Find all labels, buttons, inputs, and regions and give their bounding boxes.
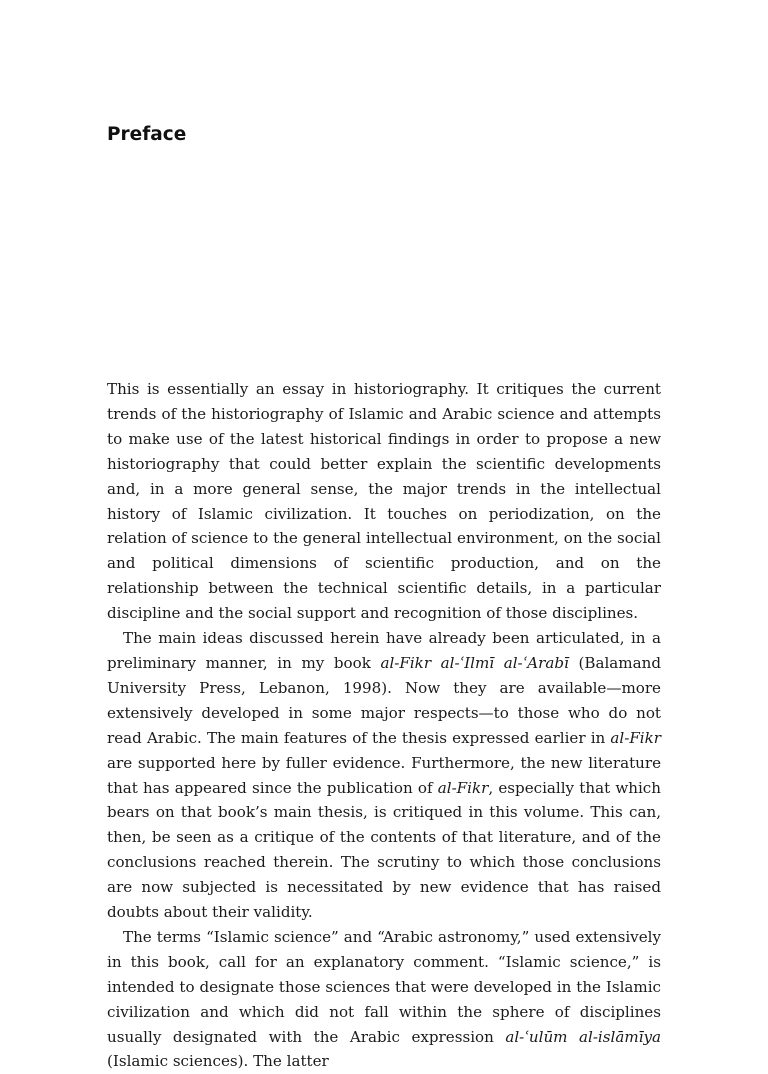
paragraph-text-run: This is essentially an essay in historiography. It critiques the current trends of the historiography of Islamic and Arabic science and attempts to make use of the latest historical findings in order to propose a new historiography that could better explain the scientific developments and, in a more general sense, the major trends in the intellectual history of Islamic civilization. It touches on periodization, on the relation of science to the general intellectual environment, on the social and political dimensions of scientific production, and on the relationship between the technical scientific details, in a particular discipline and the social support and recognition of those disciplines. [107, 380, 661, 623]
paragraph-text-run: (Islamic sciences). The latter [107, 1052, 329, 1071]
paragraph-text-run: The main ideas discussed herein have already been articulated, in a preliminary manner, in my book [107, 629, 661, 672]
paragraph-text-run: The terms “Islamic science” and “Arabic astronomy,” used extensively in this book, call for an explanatory comment. “Islamic science,” is intended to designate those sciences that were developed in the Islamic civilization and which did not fall within the sphere of disciplines usually designated with the Arabic expression [107, 927, 661, 1046]
paragraph-text-run: , especially that which bears on that book’s main thesis, is critiqued in this volume. This can, then, be seen as a critique of the contents of that literature, and of the conclusions reached therein. The scrutiny to which those conclusions are now subjected is necessitated by new evidence that has raised doubts about their validity. [107, 778, 661, 922]
paragraph-1 [107, 377, 661, 626]
body-text [107, 377, 661, 1074]
italic-title-text: al-Fikr al-ʿIlmī al-ʿArabī [380, 653, 569, 672]
paragraph-text-run: are supported here by fuller evidence. Furthermore, the new literature that has appeared since the publication of [107, 753, 661, 797]
chapter-heading: Preface [107, 124, 187, 145]
paragraph-2 [107, 626, 661, 925]
paragraph-text-run: (Balamand University Press, Lebanon, 1998). Now they are available—more extensively developed in some major respects—to those who do not read Arabic. The main features of the thesis expressed earlier in [107, 653, 661, 747]
italic-title-text: al-ʿulūm al-islāmīya [505, 1027, 661, 1046]
italic-title-text: al-Fikr [437, 778, 489, 797]
paragraph-3 [107, 925, 661, 1074]
italic-title-text: al-Fikr [610, 728, 661, 747]
